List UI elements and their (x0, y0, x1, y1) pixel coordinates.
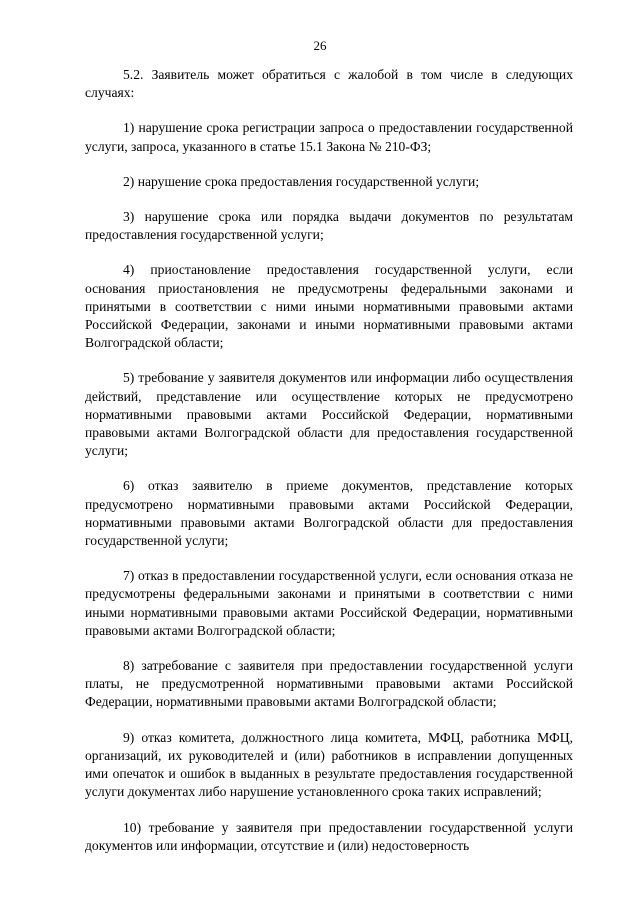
paragraph-item-10: 10) требование у заявителя при предоставлении государственной услуги документов или информации, отсутствие и (или) недостоверность (85, 819, 573, 853)
paragraph-item-7: 7) отказ в предоставлении государственной услуги, если основания отказа не предусмотрены федеральными законами и принятыми в соответствии с ними иными нормативными правовыми актами Российской Федерации, нормативными правовыми актами Волгоградской области; (85, 568, 573, 638)
paragraph-item-2: 2) нарушение срока предоставления государственной услуги; (123, 173, 480, 189)
paragraph-item-9: 9) отказ комитета, должностного лица комитета, МФЦ, работника МФЦ, организаций, их руководителей и (или) работников в исправлении допущенных ими опечаток и ошибок в выданных в результате предоставления государственной услуги документах либо нарушение установленного срока таких исправлений; (85, 729, 573, 800)
page-number: 26 (313, 38, 327, 53)
paragraph-item-1: 1) нарушение срока регистрации запроса о предоставлении государственной услуги, запроса, указанного в статье 15.1 Закона № 210-ФЗ; (85, 120, 573, 154)
paragraph-item-5: 5) требование у заявителя документов или информации либо осуществления действий, представление или осуществление которых не предусмотрено нормативными правовыми актами Российской Федерации, нормативными правовыми актами Волгоградской области для предоставления государственной услуги; (85, 370, 573, 459)
paragraph-intro: 5.2. Заявитель может обратиться с жалобой в том числе в следующих случаях: (85, 67, 573, 101)
document-body (85, 66, 573, 855)
paragraph-item-4: 4) приостановление предоставления государственной услуги, если основания приостановления не предусмотрены федеральными законами и принятыми в соответствии с ними иными нормативными правовыми актами Российской Федерации, законами и иными нормативными правовыми актами Волгоградской области; (85, 262, 573, 351)
paragraph-item-3: 3) нарушение срока или порядка выдачи документов по результатам предоставления государственной услуги; (85, 209, 573, 243)
paragraph-item-6: 6) отказ заявителю в приеме документов, представление которых предусмотрено нормативными правовыми актами Российской Федерации, нормативными правовыми актами Волгоградской области для предоставления государственной услуги; (85, 478, 573, 549)
paragraph-item-8: 8) затребование с заявителя при предоставлении государственной услуги платы, не предусмотренной нормативными правовыми актами Российской Федерации, нормативными правовыми актами Волгоградской области; (85, 658, 573, 710)
